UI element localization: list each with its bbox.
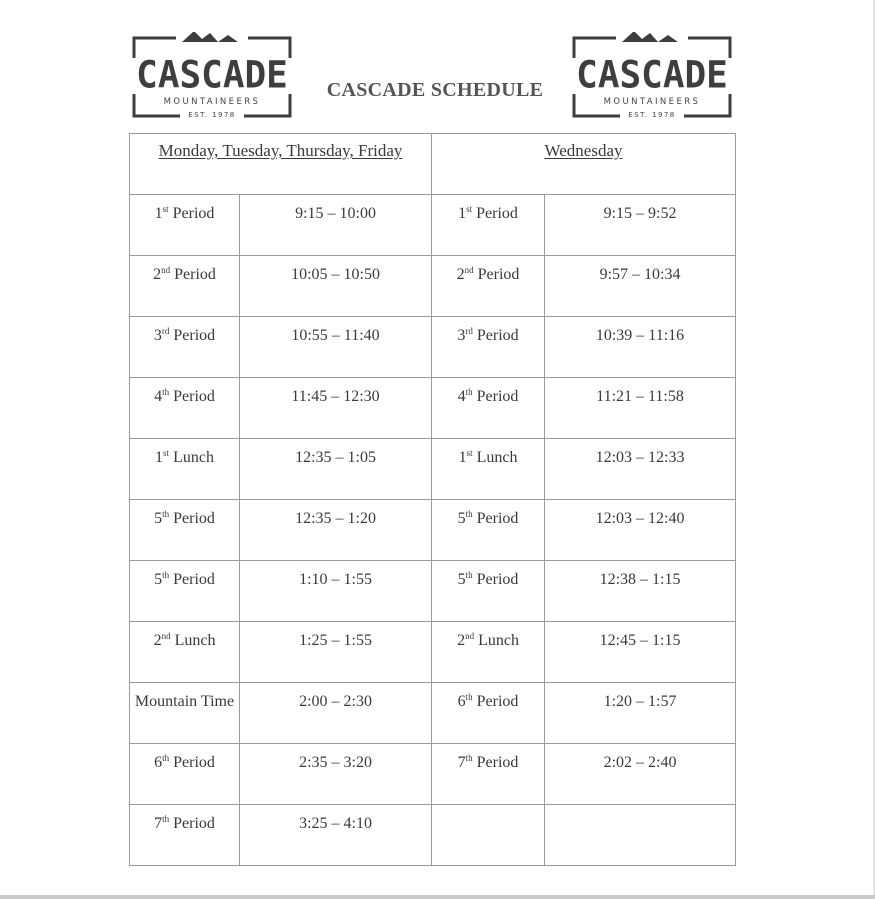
table-row [130, 805, 736, 866]
regular-period-label: 7th Period [130, 805, 240, 866]
regular-period-label: 1st Period [130, 195, 240, 256]
regular-period-time: 3:25 – 4:10 [240, 805, 432, 866]
table-row [130, 683, 736, 744]
regular-period-label: 2nd Lunch [130, 622, 240, 683]
table-row [130, 378, 736, 439]
wednesday-period-time: 12:03 – 12:40 [545, 500, 736, 561]
schedule-header-row [130, 134, 736, 195]
regular-period-time: 9:15 – 10:00 [240, 195, 432, 256]
regular-period-time: 12:35 – 1:20 [240, 500, 432, 561]
regular-period-label: 5th Period [130, 561, 240, 622]
logo-established: EST. 1978 [188, 111, 236, 119]
table-row [130, 256, 736, 317]
logo-established: EST. 1978 [628, 111, 676, 119]
wednesday-period-time: 10:39 – 11:16 [545, 317, 736, 378]
regular-days-header: Monday, Tuesday, Thursday, Friday [130, 134, 432, 195]
regular-period-label: 4th Period [130, 378, 240, 439]
wednesday-period-label: 1st Lunch [432, 439, 545, 500]
wednesday-period-time: 9:57 – 10:34 [545, 256, 736, 317]
logo-subtitle: MOUNTAINEERS [603, 97, 701, 107]
wednesday-period-label: 2nd Period [432, 256, 545, 317]
regular-period-label: 1st Lunch [130, 439, 240, 500]
wednesday-period-label [432, 805, 545, 866]
table-row [130, 195, 736, 256]
wednesday-period-time: 2:02 – 2:40 [545, 744, 736, 805]
regular-period-label: Mountain Time [130, 683, 240, 744]
page-bottom-edge [0, 895, 875, 899]
wednesday-period-time: 1:20 – 1:57 [545, 683, 736, 744]
table-row [130, 622, 736, 683]
regular-period-time: 1:25 – 1:55 [240, 622, 432, 683]
wednesday-period-label: 6th Period [432, 683, 545, 744]
regular-period-time: 2:00 – 2:30 [240, 683, 432, 744]
regular-period-time: 10:55 – 11:40 [240, 317, 432, 378]
cascade-logo-left [132, 32, 292, 122]
wednesday-period-label: 1st Period [432, 195, 545, 256]
regular-period-label: 6th Period [130, 744, 240, 805]
wednesday-period-label: 4th Period [432, 378, 545, 439]
cascade-logo-right [572, 32, 732, 122]
wednesday-period-time: 12:45 – 1:15 [545, 622, 736, 683]
wednesday-period-label: 7th Period [432, 744, 545, 805]
regular-period-time: 12:35 – 1:05 [240, 439, 432, 500]
regular-period-time: 2:35 – 3:20 [240, 744, 432, 805]
logo-wordmark: CASCADE [136, 53, 288, 97]
wednesday-period-time: 12:03 – 12:33 [545, 439, 736, 500]
logo-subtitle: MOUNTAINEERS [163, 97, 261, 107]
regular-period-label: 5th Period [130, 500, 240, 561]
wednesday-period-label: 3rd Period [432, 317, 545, 378]
wednesday-period-time: 11:21 – 11:58 [545, 378, 736, 439]
table-row [130, 744, 736, 805]
regular-period-label: 3rd Period [130, 317, 240, 378]
regular-period-time: 10:05 – 10:50 [240, 256, 432, 317]
table-row [130, 317, 736, 378]
wednesday-header: Wednesday [432, 134, 736, 195]
logo-wordmark: CASCADE [576, 53, 728, 97]
schedule-table [129, 133, 736, 866]
wednesday-period-label: 5th Period [432, 561, 545, 622]
regular-period-label: 2nd Period [130, 256, 240, 317]
wednesday-period-time: 12:38 – 1:15 [545, 561, 736, 622]
wednesday-period-time [545, 805, 736, 866]
wednesday-period-label: 5th Period [432, 500, 545, 561]
table-row [130, 561, 736, 622]
wednesday-period-label: 2nd Lunch [432, 622, 545, 683]
table-row [130, 439, 736, 500]
table-row [130, 500, 736, 561]
wednesday-period-time: 9:15 – 9:52 [545, 195, 736, 256]
regular-period-time: 11:45 – 12:30 [240, 378, 432, 439]
page-title: CASCADE SCHEDULE [326, 79, 544, 101]
regular-period-time: 1:10 – 1:55 [240, 561, 432, 622]
